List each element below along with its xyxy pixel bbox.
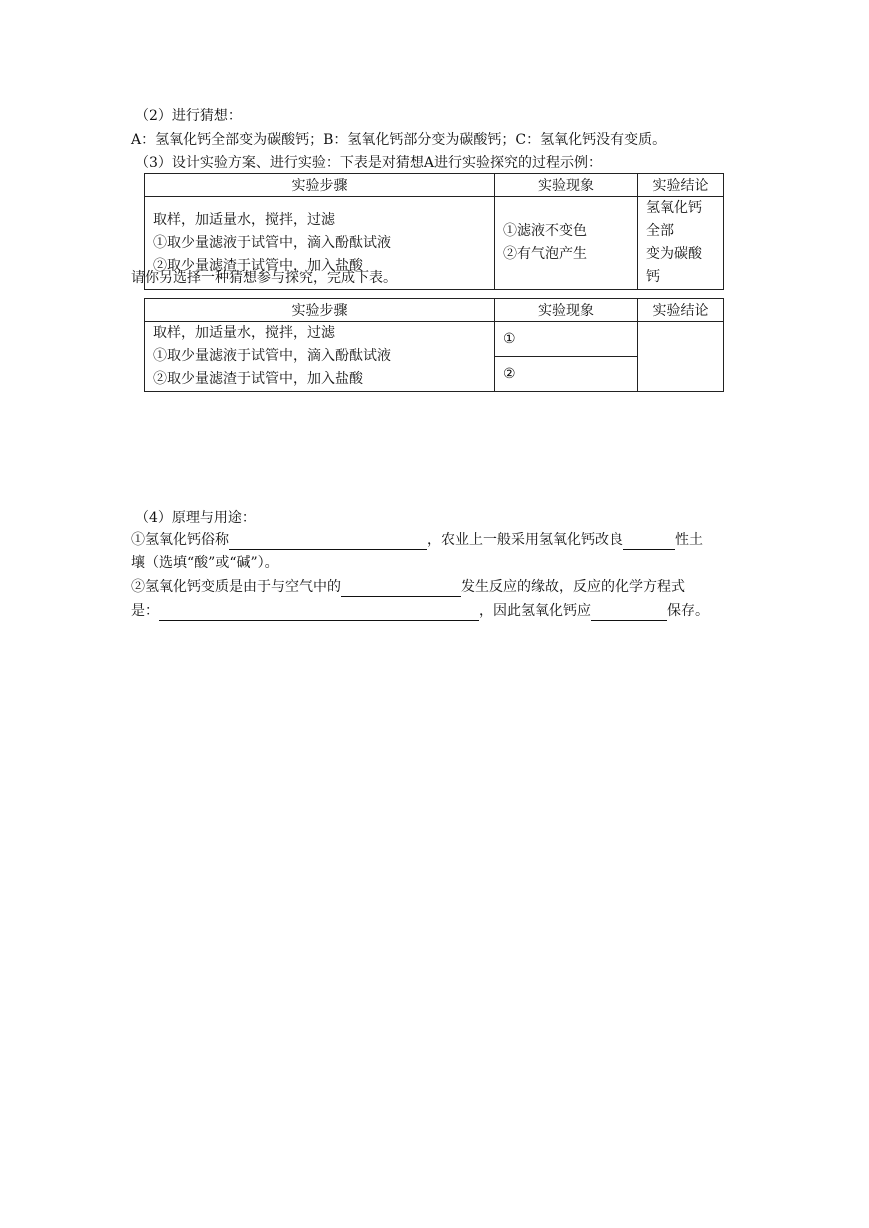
header-conclusion: 实验结论 [638, 174, 724, 197]
header-observation: 实验现象 [495, 174, 638, 197]
header-conclusion: 实验结论 [638, 299, 724, 322]
text: ，因此氢氧化钙应 [479, 603, 591, 619]
answer-blank-soil-type[interactable] [623, 534, 675, 550]
q4-line-3 [131, 577, 685, 597]
q3-prompt: 请你另选择一种猜想参与探究，完成下表。 [131, 270, 397, 286]
q2-hypotheses: A：氢氧化钙全部变为碳酸钙；B：氢氧化钙部分变为碳酸钙；C：氢氧化钙没有变质。 [131, 132, 667, 148]
steps-cell [145, 322, 495, 392]
step-line: ①取少量滤液于试管中，滴入酚酞试液 [153, 234, 391, 251]
conclusion-answer[interactable] [638, 322, 724, 392]
answer-blank-equation[interactable] [159, 605, 479, 621]
text: ①氢氧化钙俗称 [131, 532, 229, 548]
step-line: ②取少量滤渣于试管中，加入盐酸 [153, 257, 363, 274]
observation-answer-1[interactable]: ① [495, 322, 638, 357]
conclusion-cell [638, 197, 724, 290]
observation-cell [495, 197, 638, 290]
conclusion-line: 变为碳酸钙 [646, 246, 702, 285]
q4-line-2: 壤（选填“酸”或“碱”）。 [131, 555, 279, 571]
text: 发生反应的缘故，反应的化学方程式 [461, 579, 685, 595]
step-line: ①取少量滤液于试管中，滴入酚酞试液 [153, 348, 391, 364]
text: 保存。 [667, 603, 709, 619]
step-line: 取样，加适量水，搅拌，过滤 [153, 211, 335, 228]
q2-heading: （2）进行猜想： [135, 108, 242, 124]
text: 是： [131, 603, 159, 619]
text: ，农业上一般采用氢氧化钙改良 [427, 532, 623, 548]
q4-line-1 [131, 530, 703, 550]
header-steps: 实验步骤 [145, 299, 495, 322]
answer-table [144, 298, 724, 392]
q3-heading: （3）设计实验方案、进行实验：下表是对猜想A进行实验探究的过程示例： [135, 155, 603, 171]
q4-line-4 [131, 601, 709, 621]
header-steps: 实验步骤 [145, 174, 495, 197]
answer-blank-air-component[interactable] [341, 581, 461, 597]
conclusion-line: 氢氧化钙全部 [646, 200, 702, 239]
text: 性土 [675, 532, 703, 548]
text: ②氢氧化钙变质是由于与空气中的 [131, 579, 341, 595]
step-line: ②取少量滤渣于试管中，加入盐酸 [153, 371, 363, 387]
q4-heading: （4）原理与用途： [135, 510, 256, 526]
observation-line: ①滤液不变色 [503, 223, 587, 239]
observation-answer-2[interactable]: ② [495, 357, 638, 392]
header-observation: 实验现象 [495, 299, 638, 322]
answer-blank-storage[interactable] [591, 605, 667, 621]
observation-line: ②有气泡产生 [503, 246, 587, 262]
step-line: 取样，加适量水，搅拌，过滤 [153, 325, 335, 341]
answer-blank-common-name[interactable] [229, 534, 427, 550]
